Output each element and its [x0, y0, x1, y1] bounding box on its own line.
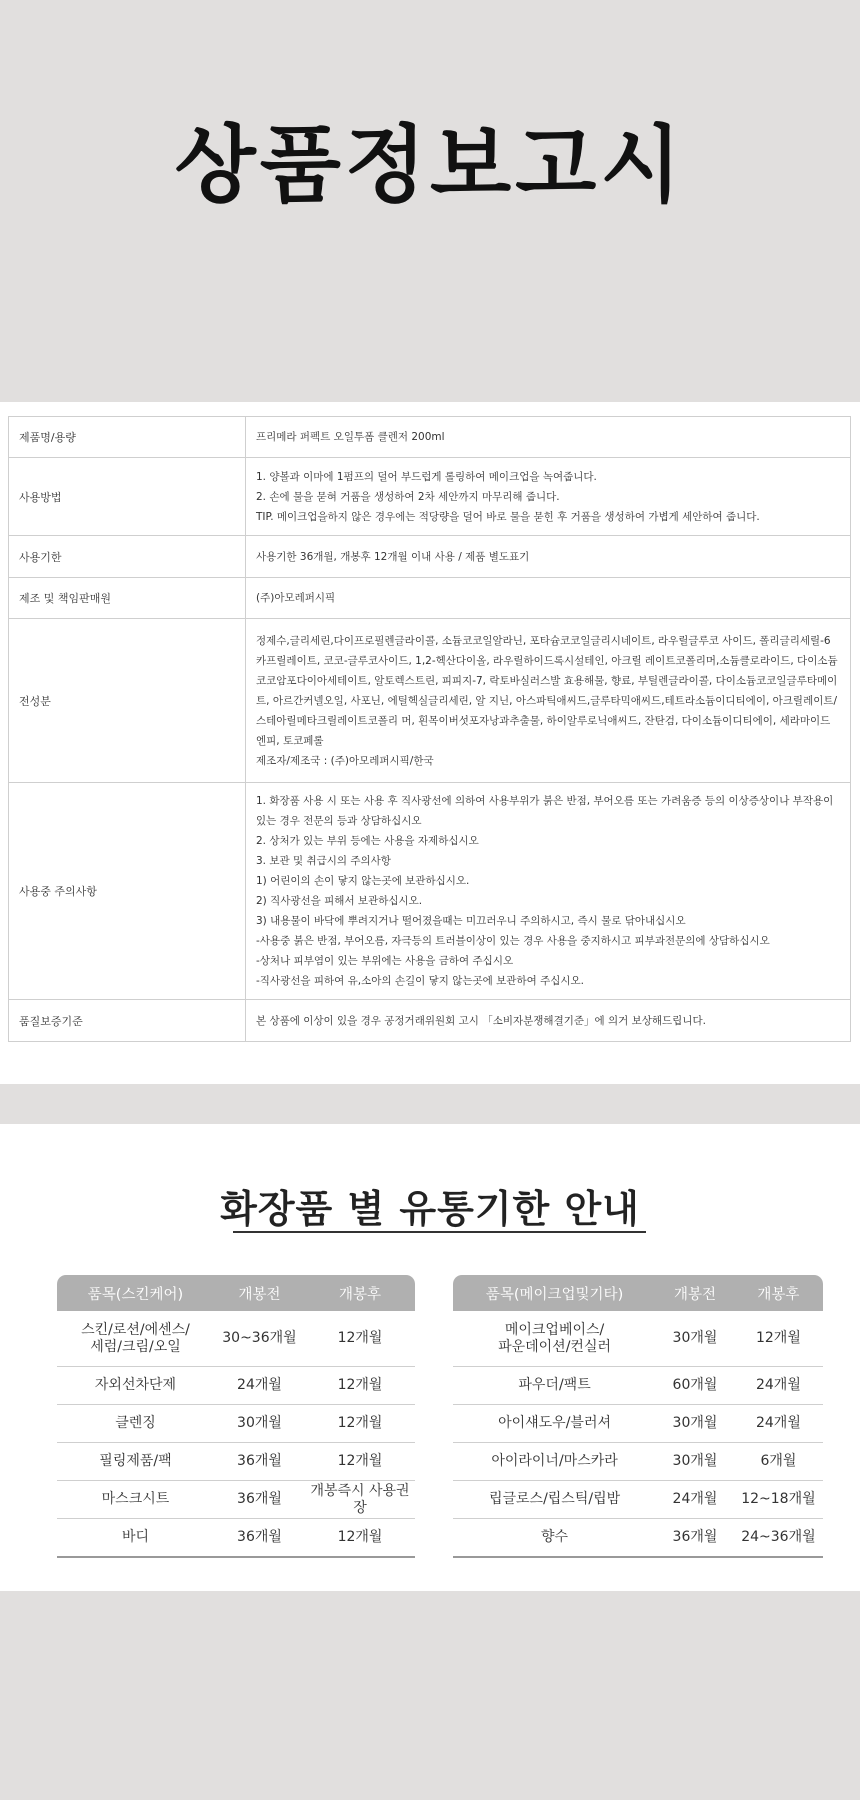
info-line: 1. 양볼과 이마에 1펌프의 덜어 부드럽게 롤링하여 메이크업을 녹여줍니다. [256, 470, 597, 483]
shelf-row [453, 1405, 823, 1443]
shelf-cell: 12개월 [734, 1311, 823, 1367]
info-row [9, 1000, 851, 1042]
shelf-life-title: 화장품 별 유통기한 안내 [220, 1187, 640, 1231]
info-key: 사용기한 [9, 536, 246, 578]
info-line: (주)아모레퍼시픽 [256, 592, 336, 604]
section-divider [0, 1084, 860, 1124]
shelf-cell: 립글로스/립스틱/립밤 [453, 1481, 656, 1519]
info-key: 제품명/용량 [9, 417, 246, 458]
shelf-cell: 24~36개월 [734, 1519, 823, 1558]
info-value [246, 619, 851, 783]
info-line: 2. 손에 물을 묻혀 거품을 생성하여 2차 세안까지 마무리해 줍니다. [256, 490, 560, 503]
info-line: -사용중 붉은 반점, 부어오름, 자극등의 트러블이상이 있는 경우 사용을 중지하시고 피부과전문의에 상담하십시오 [256, 935, 770, 947]
shelf-cell: 클렌징 [57, 1405, 214, 1443]
shelf-cell: 자외선차단제 [57, 1367, 214, 1405]
info-key: 제조 및 책임판매원 [9, 578, 246, 619]
hero-banner [0, 0, 860, 402]
title-underline [233, 1231, 646, 1233]
shelf-row [57, 1519, 415, 1558]
bottom-spacer [0, 1591, 860, 1800]
shelf-cell: 36개월 [656, 1519, 734, 1558]
info-line: 2) 직사광선을 피해서 보관하십시오. [256, 895, 423, 907]
info-line: 1. 화장품 사용 시 또는 사용 후 직사광선에 의하여 사용부위가 붉은 반점, 부어오름 또는 가려움증 등의 이상증상이나 부작용이 있는 경우 전문의 등과 상담하십시오 [256, 795, 834, 827]
shelf-cell: 36개월 [214, 1443, 305, 1481]
shelf-cell: 6개월 [734, 1443, 823, 1481]
shelf-cell: 메이크업베이스/ 파운데이션/컨실러 [453, 1311, 656, 1367]
shelf-cell: 12~18개월 [734, 1481, 823, 1519]
page-title: 상품정보고시 [174, 116, 686, 214]
shelf-row [57, 1481, 415, 1519]
shelf-cell: 24개월 [656, 1481, 734, 1519]
shelf-cell: 12개월 [305, 1519, 415, 1558]
info-key: 사용중 주의사항 [9, 783, 246, 1000]
info-line: 3) 내용물이 바닥에 뿌려지거나 떨어졌을때는 미끄러우니 주의하시고, 즉시 물로 닦아내십시오 [256, 915, 686, 927]
shelf-cell: 필링제품/팩 [57, 1443, 214, 1481]
shelf-cell: 30개월 [656, 1405, 734, 1443]
info-line: 3. 보관 및 취급시의 주의사항 [256, 855, 391, 867]
info-row [9, 578, 851, 619]
shelf-cell: 30개월 [656, 1443, 734, 1481]
shelf-cell: 36개월 [214, 1519, 305, 1558]
shelf-cell: 12개월 [305, 1443, 415, 1481]
info-value [246, 536, 851, 578]
shelf-cell: 아이라이너/마스카라 [453, 1443, 656, 1481]
shelf-header-row [453, 1275, 823, 1311]
shelf-header-cell: 품목(스킨케어) [57, 1275, 214, 1311]
info-value [246, 578, 851, 619]
info-row [9, 619, 851, 783]
skincare-shelf-table [57, 1275, 415, 1558]
info-line: -직사광선을 피하여 유,소아의 손길이 닿지 않는곳에 보관하여 주십시오. [256, 975, 584, 987]
info-line: 정제수,글리세린,다이프로필렌글라이콜, 소듐코코일알라닌, 포타슘코코일글리시네이트, 라우릴글루코 사이드, 폴리글리세릴-6카프릴레이트, 코코-글루코사이드, 1,2-헥산다이올, 라우릴하이드록시설테인, 아크릴 레이트코폴리머,소듐클로라이드, 다이소듐코코암포다이아세테이트, 알토렉스트린, 피피지-7, 락토바실러스발 효용해물, 향료, 부틸렌글라이콜, 다이소듐코코일글루타메이트, 아르간커넬오일, 사포닌, 에틸헥실글리세린, 알 지닌, 아스파틱애씨드,글루타믹애씨드,테트라소듐이디티에이, 아크릴레이트/스테아릴메타크릴레이트코폴리 머, 흰목이버섯포자낭과추출물, 하이알루로닉애씨드, 잔탄검, 다이소듐이디티에이, 세라마이드엔피, 토코페롤 [256, 634, 838, 747]
shelf-cell: 12개월 [305, 1367, 415, 1405]
shelf-header-cell: 개봉후 [305, 1275, 415, 1311]
info-line: 2. 상처가 있는 부위 등에는 사용을 자제하십시오 [256, 835, 479, 847]
shelf-cell: 30개월 [214, 1405, 305, 1443]
info-key: 사용방법 [9, 458, 246, 536]
info-line: 사용기한 36개월, 개봉후 12개월 이내 사용 / 제품 별도표기 [256, 550, 530, 563]
shelf-cell: 바디 [57, 1519, 214, 1558]
shelf-cell: 12개월 [305, 1311, 415, 1367]
info-value [246, 1000, 851, 1042]
shelf-cell: 60개월 [656, 1367, 734, 1405]
shelf-cell: 스킨/로션/에센스/ 세럼/크림/오일 [57, 1311, 214, 1367]
shelf-cell: 24개월 [734, 1367, 823, 1405]
shelf-header-cell: 개봉전 [214, 1275, 305, 1311]
info-key: 전성분 [9, 619, 246, 783]
info-line: 제조자/제조국 : (주)아모레퍼시픽/한국 [256, 754, 434, 767]
shelf-header-cell: 품목(메이크업및기타) [453, 1275, 656, 1311]
makeup-shelf-table [453, 1275, 823, 1558]
shelf-cell: 24개월 [214, 1367, 305, 1405]
shelf-cell: 파우더/팩트 [453, 1367, 656, 1405]
shelf-row [57, 1405, 415, 1443]
info-line: -상처나 피부염이 있는 부위에는 사용을 금하여 주십시오 [256, 955, 514, 967]
info-value [246, 417, 851, 458]
shelf-cell: 24개월 [734, 1405, 823, 1443]
shelf-row [453, 1443, 823, 1481]
shelf-cell: 마스크시트 [57, 1481, 214, 1519]
shelf-cell: 12개월 [305, 1405, 415, 1443]
shelf-row [453, 1311, 823, 1367]
shelf-header-cell: 개봉전 [656, 1275, 734, 1311]
product-info-section [0, 402, 860, 1084]
shelf-header-row [57, 1275, 415, 1311]
shelf-row [453, 1481, 823, 1519]
info-row [9, 417, 851, 458]
shelf-row [453, 1367, 823, 1405]
shelf-row [453, 1519, 823, 1558]
info-value [246, 458, 851, 536]
info-row [9, 536, 851, 578]
info-line: TIP. 메이크업을하지 않은 경우에는 적당량을 덜어 바로 물을 묻힌 후 거품을 생성하여 가볍게 세안하여 줍니다. [256, 510, 760, 523]
shelf-header-cell: 개봉후 [734, 1275, 823, 1311]
info-row [9, 783, 851, 1000]
info-row [9, 458, 851, 536]
shelf-cell: 30~36개월 [214, 1311, 305, 1367]
shelf-life-section [0, 1124, 860, 1591]
shelf-row [57, 1311, 415, 1367]
info-value [246, 783, 851, 1000]
info-line: 프리메라 퍼펙트 오일투폼 클렌저 200ml [256, 431, 445, 443]
shelf-cell: 30개월 [656, 1311, 734, 1367]
shelf-row [57, 1443, 415, 1481]
info-line: 1) 어린이의 손이 닿지 않는곳에 보관하십시오. [256, 875, 470, 887]
product-info-table [8, 416, 851, 1042]
shelf-cell: 개봉즉시 사용권장 [305, 1481, 415, 1519]
shelf-row [57, 1367, 415, 1405]
info-line: 본 상품에 이상이 있을 경우 공정거래위원회 고시 「소비자분쟁해결기준」에 의거 보상해드립니다. [256, 1014, 706, 1027]
info-key: 품질보증기준 [9, 1000, 246, 1042]
shelf-cell: 향수 [453, 1519, 656, 1558]
shelf-cell: 아이섀도우/블러셔 [453, 1405, 656, 1443]
shelf-cell: 36개월 [214, 1481, 305, 1519]
